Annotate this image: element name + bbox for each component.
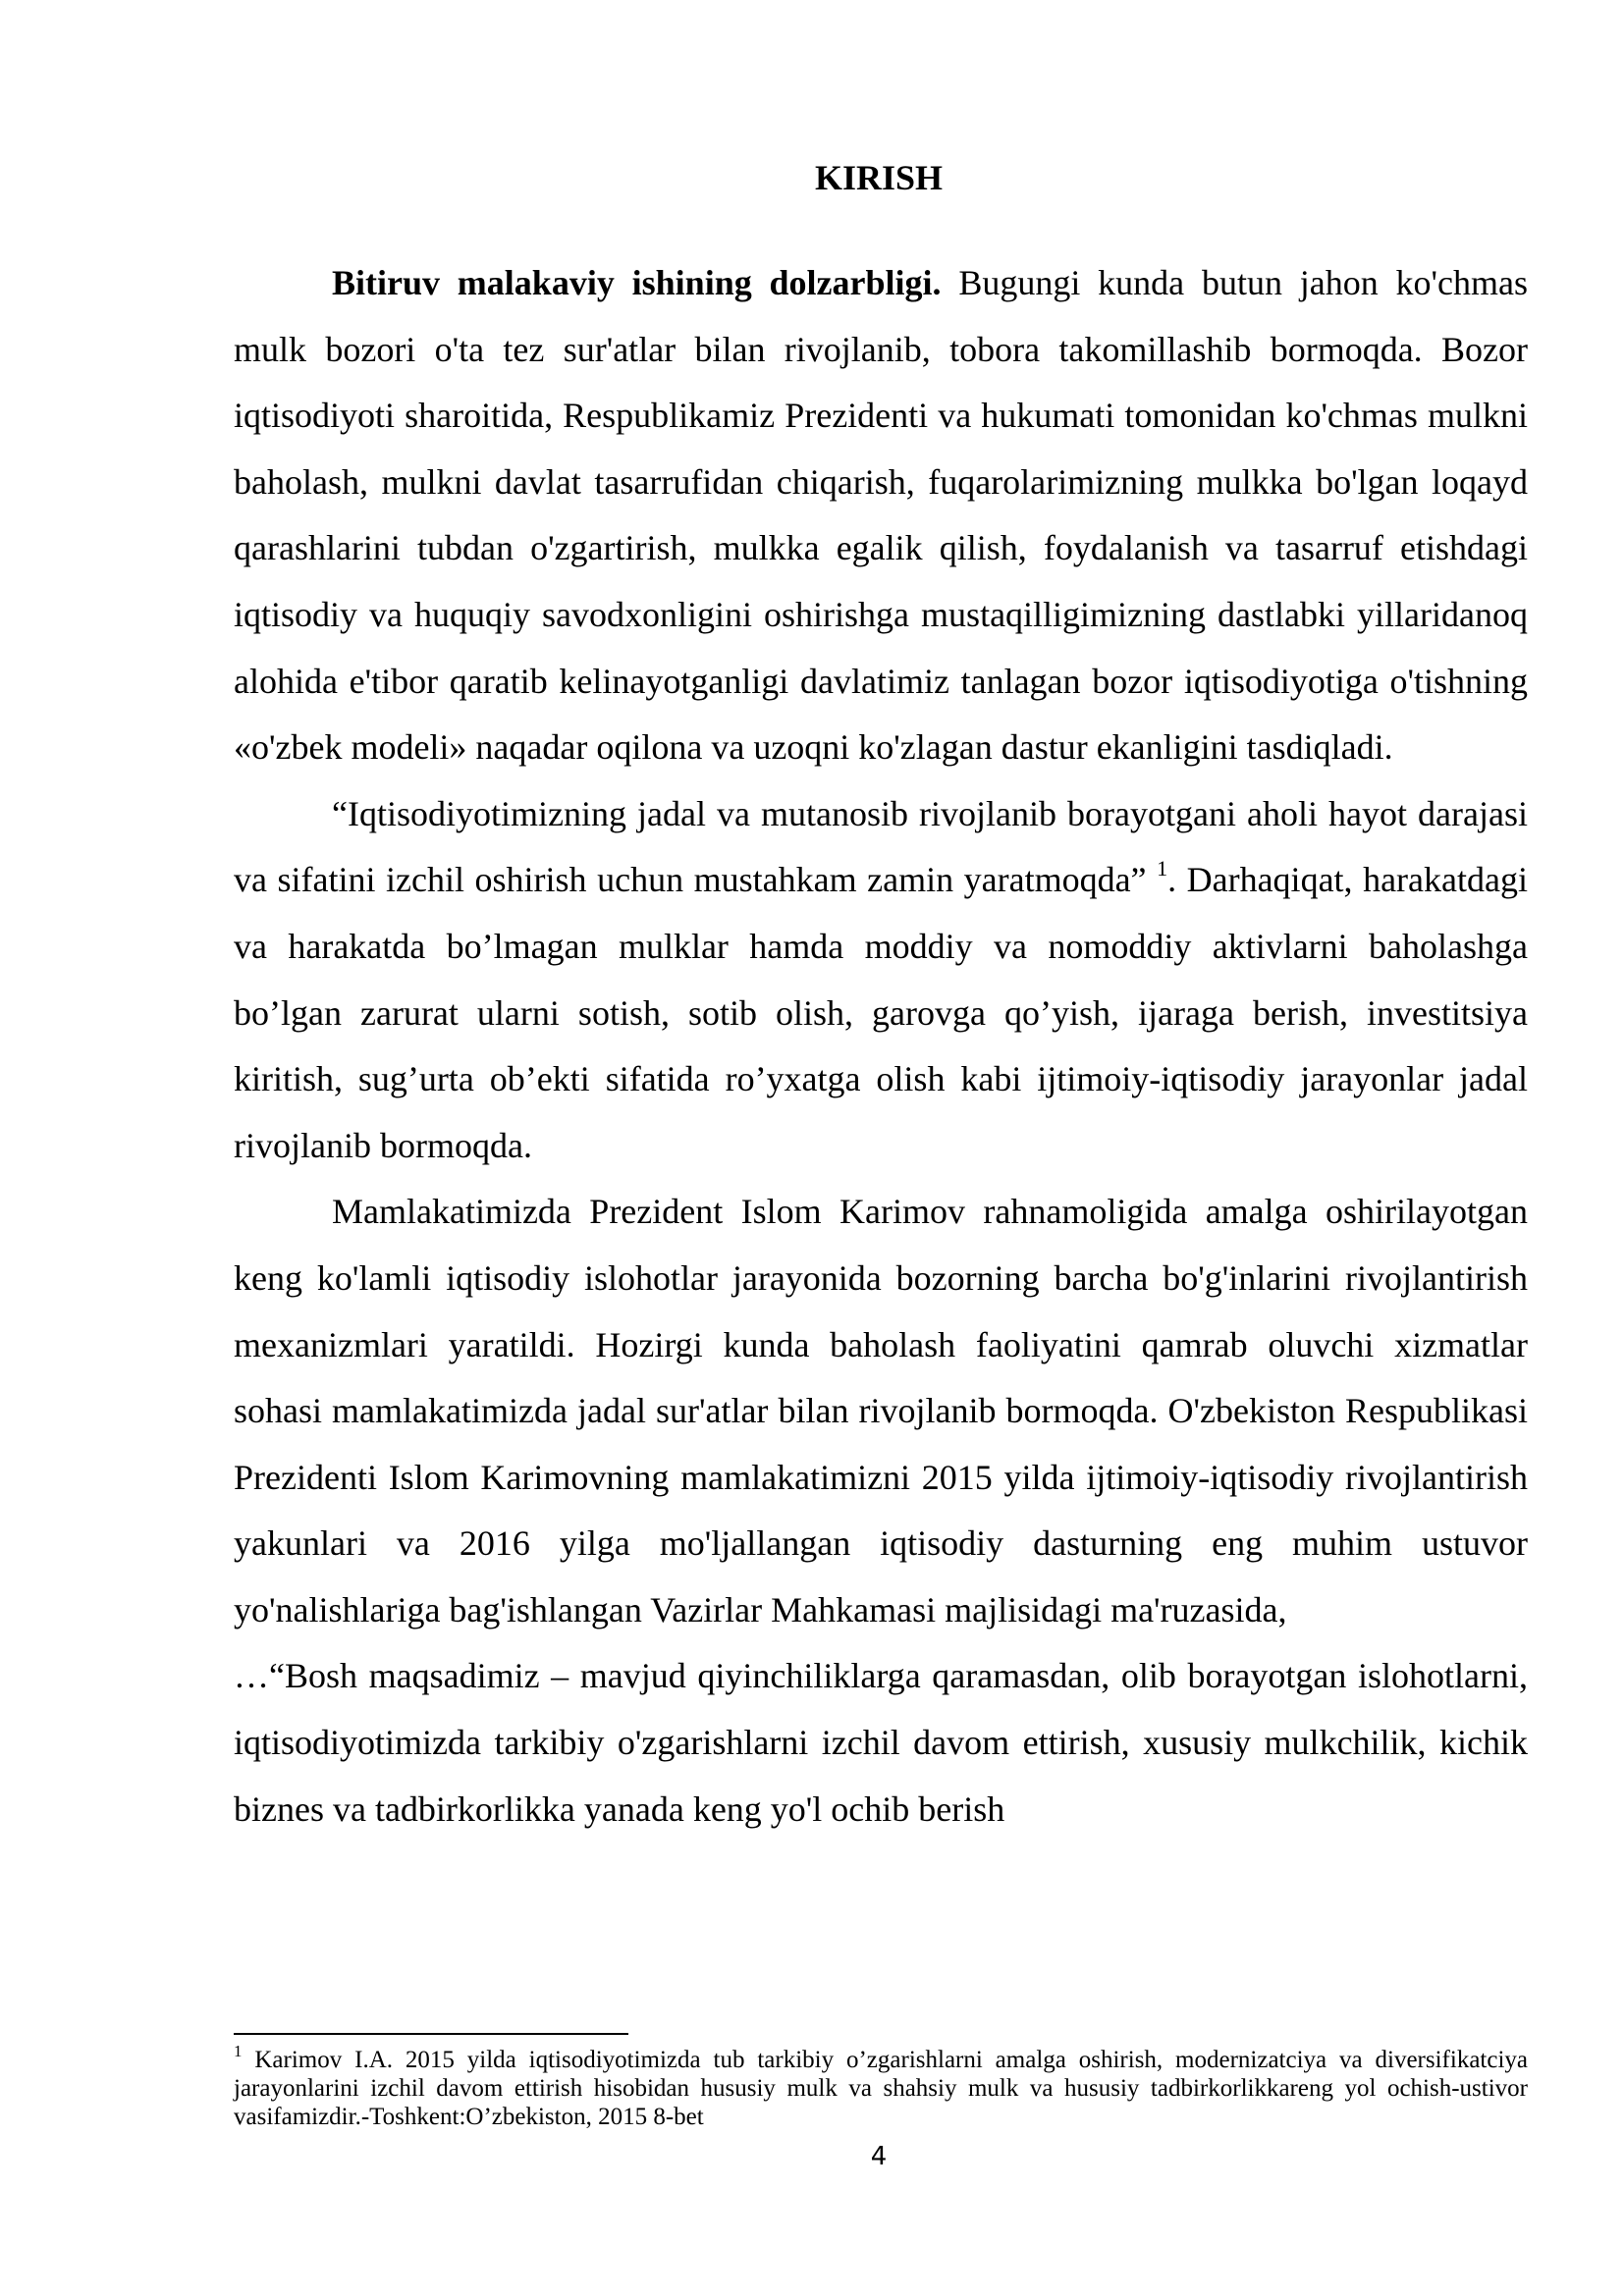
paragraph-text-after-ref: . Darhaqiqat, harakatdagi va harakatda bo’lmagan mulklar hamda moddiy va nomoddiy aktivlarni baholashga bo’lgan zarurat ularni sotish, sotib olish, garovga qo’yish, ijaraga berish, investitsiya kiritish, sug’urta ob’ekti sifatida ro’yxatga olish kabi ijtimoiy-iqtisodiy jarayonlar jadal rivojlanib bormoqda.: [234, 860, 1528, 1165]
paragraph-text: Mamlakatimizda Prezident Islom Karimov rahnamoligida amalga oshirilayotgan keng ko'lamli iqtisodiy islohotlar jarayonida bozorning barcha bo'g'inlarini rivojlantirish mexanizmlari yaratildi. Hozirgi kunda baholash faoliyatini qamrab oluvchi xizmatlar sohasi mamlakatimizda jadal sur'atlar bilan rivojlanib bormoqda. O'zbekiston Respublikasi Prezidenti Islom Karimovning mamlakatimizni 2015 yilda ijtimoiy-iqtisodiy rivojlantirish yakunlari va 2016 yilga mo'ljallangan iqtisodiy dasturning eng muhim ustuvor yo'nalishlariga bag'ishlangan Vazirlar Mahkamasi majlisidagi ma'ruzasida,: [234, 1192, 1528, 1629]
paragraph-quote-economy: [234, 781, 1528, 1180]
paragraph-text-before-ref: “Iqtisodiyotimizning jadal va mutanosib rivojlanib borayotgani aholi hayot darajasi va sifatini izchil oshirish uchun mustahkam zamin yaratmoqda”: [234, 793, 1528, 900]
paragraph-lead-heading: Bitiruv malakaviy ishining dolzarbligi.: [332, 263, 942, 302]
paragraph-relevance: [234, 250, 1528, 781]
footnote: [234, 2042, 1528, 2131]
page-number: 4: [870, 2142, 888, 2171]
footnote-text: Karimov I.A. 2015 yilda iqtisodiyotimizda tub tarkibiy o’zgarishlarni amalga oshirish, modernizatciya va diversifikatciya jarayonlarini izchil davom ettirish hisobidan hususiy mulk va shahsiy mulk va hususiy tadbirkorlikkareng yol ochish-ustivor vasifamizdir.-Toshkent:O’zbekiston, 2015 8-bet: [234, 2047, 1528, 2130]
footnote-number: 1: [234, 2042, 243, 2060]
paragraph-text: Bugungi kunda butun jahon ko'chmas mulk bozori o'ta tez sur'atlar bilan rivojlanib, tobora takomillashib bormoqda. Bozor iqtisodiyoti sharoitida, Respublikamiz Prezidenti va hukumati tomonidan ko'chmas mulkni baholash, mulkni davlat tasarrufidan chiqarish, fuqarolarimizning mulkka bo'lgan loqayd qarashlarini tubdan o'zgartirish, mulkka egalik qilish, foydalanish va tasarruf etishdagi iqtisodiy va huquqiy savodxonligini oshirishga mustaqilligimizning dastlabki yillaridanoq alohida e'tibor qaratib kelinayotganligi davlatimiz tanlagan bozor iqtisodiyotiga o'tishning «o'zbek modeli» naqadar oqilona va uzoqni ko'zlagan dastur ekanligini tasdiqladi.: [234, 263, 1528, 768]
paragraph-main-goal-quote: [234, 1643, 1528, 1842]
body-text: [234, 250, 1528, 1842]
paragraph-text: …“Bosh maqsadimiz – mavjud qiyinchiliklarga qaramasdan, olib borayotgan islohotlarni, iqtisodiyotimizda tarkibiy o'zgarishlarni izchil davom ettirish, xususiy mulkchilik, kichik biznes va tadbirkorlikka yanada keng yo'l ochib berish: [234, 1656, 1528, 1829]
section-title: KIRISH: [814, 158, 944, 197]
footnote-reference: 1: [1157, 856, 1168, 881]
footnote-separator: [234, 2033, 628, 2035]
paragraph-reforms: [234, 1179, 1528, 1643]
